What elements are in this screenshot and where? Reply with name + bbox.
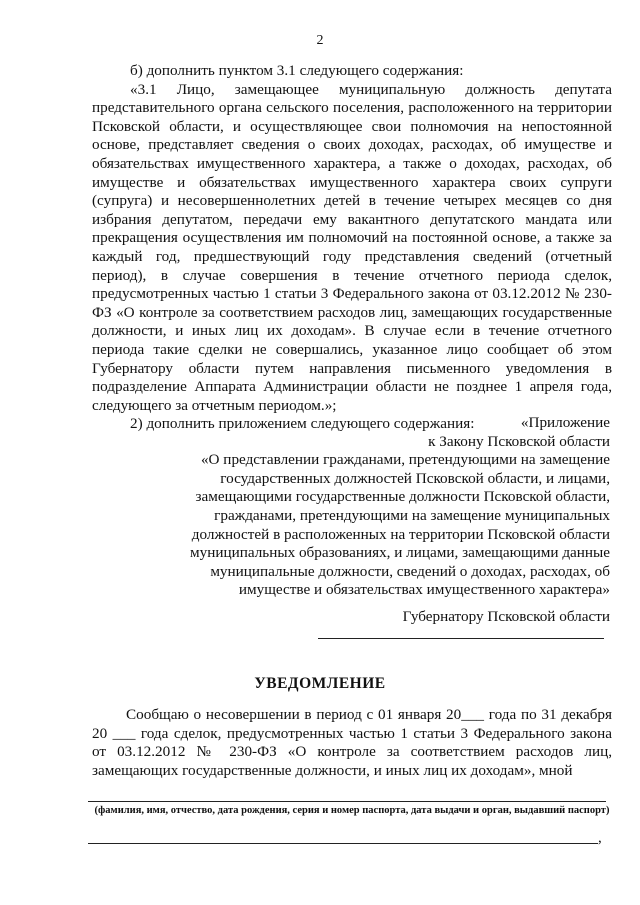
notice-title: УВЕДОМЛЕНИЕ: [254, 675, 386, 692]
fill-in-line-2: [88, 843, 598, 844]
page-number: 2: [316, 33, 324, 48]
appendix-law-title: «О представлении гражданами, претендующими на замещение государственных должностей Псковской области, и лицами, замещающими государственные должности Псковской области, гражданами, претендующими на замещение муниципальных должностей в расположенных на территории Псковской области муниципальных образованиях, и лицами, замещающими данные муниципальные должности, сведений о доходах, расходах, об имуществе и обязательствах имущественного характера»: [190, 451, 610, 599]
amendment-item-b: б) дополнить пунктом 3.1 следующего содержания:: [130, 62, 464, 79]
notice-text: Сообщаю о несовершении в период с 01 января 20___ года по 31 декабря 20 ___ года сделок, предусмотренных частью 1 статьи 3 Федерального закона от 03.12.2012 № 230-ФЗ «О контроле за соответствием расходов лиц, замещающих государственные должности, и иных лиц их доходам», мной: [92, 706, 612, 779]
appendix-law-ref: к Закону Псковской области: [428, 432, 610, 450]
amendment-item-2: 2) дополнить приложением следующего содержания:: [130, 415, 475, 433]
addressee-blank-line: [318, 638, 604, 639]
appendix-header: [150, 414, 610, 600]
notice-body: [92, 706, 612, 780]
appendix-label: «Приложение: [520, 414, 610, 431]
fill-in-line-1: [88, 801, 606, 802]
fill-in-caption: (фамилия, имя, отчество, дата рождения, серия и номер паспорта, дата выдачи и орган, выдавший паспорт): [94, 805, 610, 816]
amendment-body: [92, 62, 612, 434]
amendment-clause-3-1: «3.1 Лицо, замещающее муниципальную должность депутата представительного органа сельского поселения, расположенного на территории Псковской области, и осуществляющее свои полномочия на непостоянной основе, представляет сведения о своих доходах, расходах, об имуществе и обязательствах имущественного характера, а также о доходах, расходах, об имуществе и обязательствах имущественного характера своих супруги (супруга) и несовершеннолетних детей в течение четырех месяцев со дня избрания депутатом, передачи ему вакантного депутатского мандата или прекращения осуществления им полномочий на постоянной основе, а также за каждый год, предшествующий году представления сведений (отчетный период), в случае совершения в течение отчетного периода сделок, предусмотренных частью 1 статьи 3 Федерального закона от 03.12.2012 № 230-ФЗ «О контроле за соответствием расходов лиц, замещающих государственные должности, и иных лиц их доходам». В случае если в течение отчетного периода такие сделки не совершались, указанное лицо сообщает об этом Губернатору области путем направления письменного уведомления в подразделение Аппарата Администрации области не позднее 1 апреля года, следующего за отчетным периодом.»;: [92, 80, 612, 414]
fill-in-comma: ,: [598, 830, 602, 846]
addressee: Губернатору Псковской области: [402, 608, 610, 625]
